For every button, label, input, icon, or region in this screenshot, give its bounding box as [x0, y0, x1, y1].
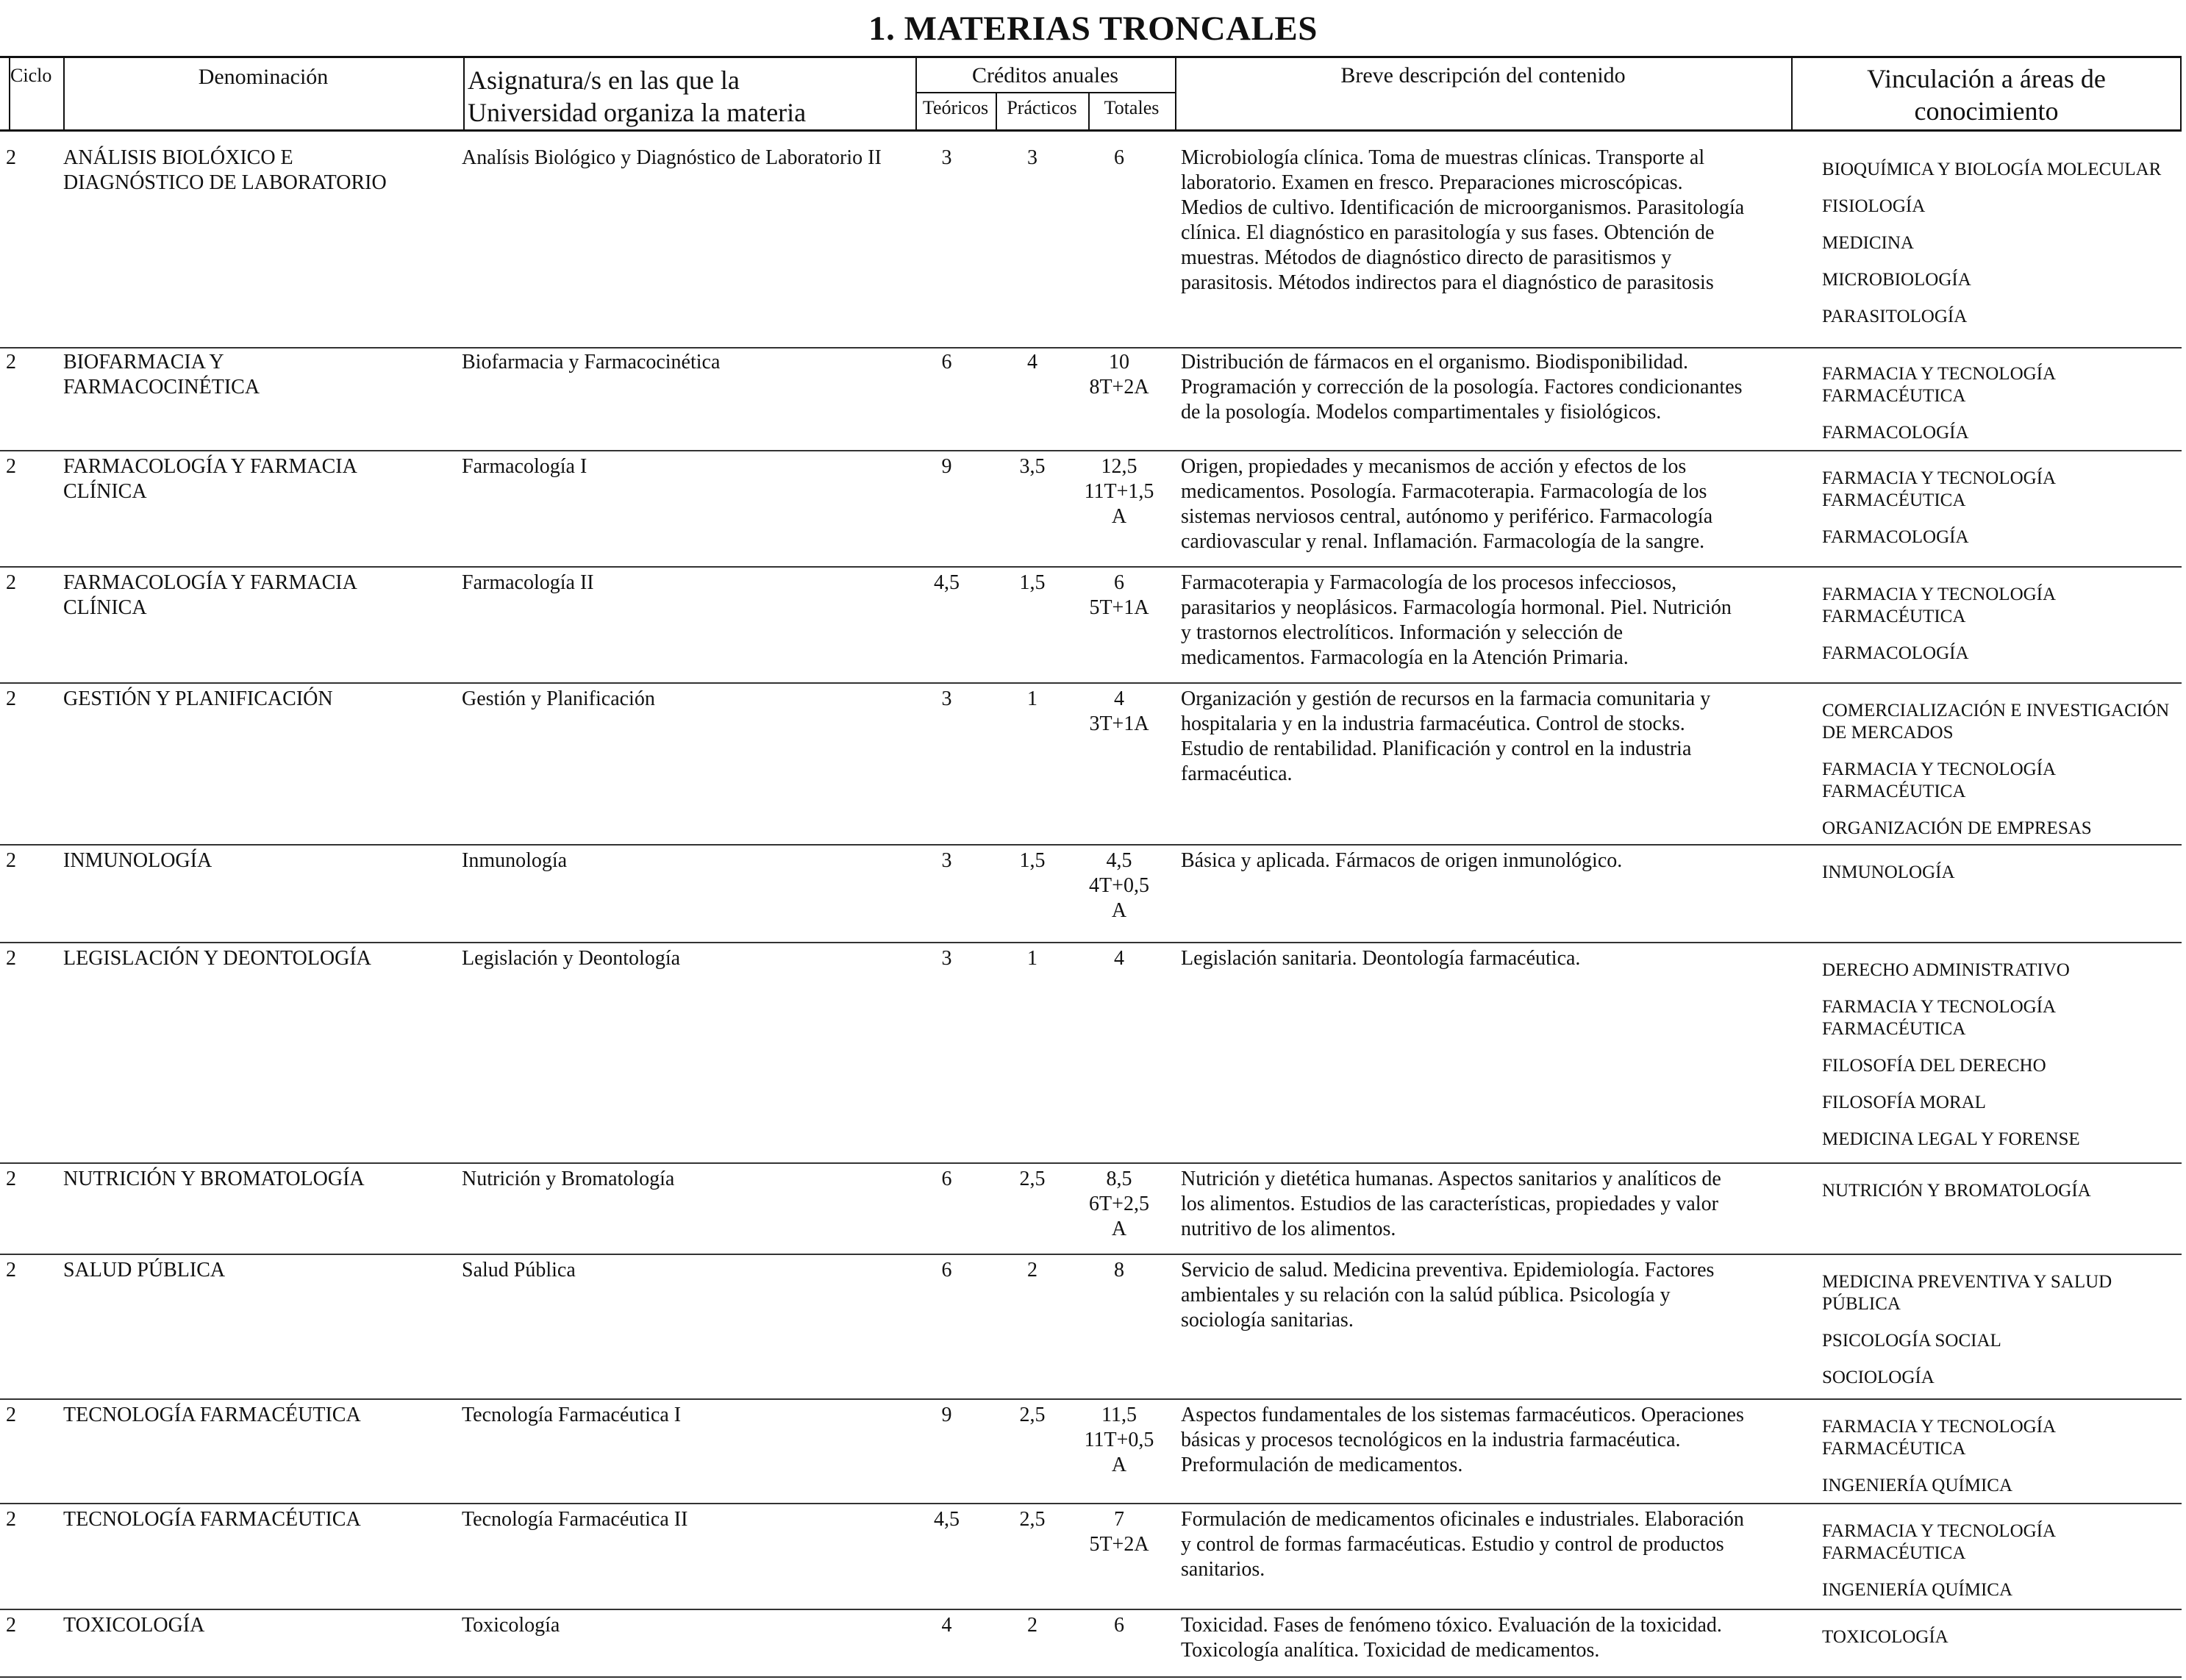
cell-practicos: 2 [1027, 1614, 1037, 1637]
area-item: FARMACIA Y TECNOLOGÍA FARMACÉUTICA [1822, 1521, 2055, 1563]
cell-ciclo: 2 [6, 1508, 16, 1531]
totales-line: A [1111, 899, 1127, 922]
cell-totales [1082, 146, 1156, 171]
area-item: FILOSOFÍA DEL DERECHO [1822, 1056, 2046, 1076]
area-item: MEDICINA PREVENTIVA Y SALUD PÚBLICA [1822, 1272, 2112, 1314]
cell-totales [1082, 946, 1156, 971]
header-bottom-rule [0, 129, 2182, 132]
cell-denominacion [63, 687, 460, 712]
descripcion-line: medicamentos. Farmacología en la Atención Primaria. [1181, 646, 1629, 669]
cell-descripcion [1181, 687, 1799, 787]
descripcion-line: sanitarios. [1181, 1558, 1265, 1581]
totales-line: 11T+1,5 [1084, 480, 1154, 503]
cell-asignatura: Tecnología Farmacéutica I [462, 1404, 682, 1426]
cell-denominacion [63, 1613, 460, 1638]
denominacion-line: INMUNOLOGÍA [63, 849, 212, 872]
cell-vinculacion [1822, 1180, 2182, 1217]
header-denominacion: Denominación [198, 65, 329, 89]
descripcion-line: Estudio de rentabilidad. Planificación y control en la industria [1181, 737, 1692, 760]
cell-denominacion [63, 1403, 460, 1428]
descripcion-line: ambientales y su relación con la salúd pública. Psicología y [1181, 1284, 1671, 1307]
area-item: DERECHO ADMINISTRATIVO [1822, 960, 2070, 980]
descripcion-line: Formulación de medicamentos oficinales e industriales. Elaboración [1181, 1508, 1744, 1531]
area-item: PARASITOLOGÍA [1822, 307, 1968, 326]
totales-line: 11T+0,5 [1084, 1429, 1154, 1451]
descripcion-line: Origen, propiedades y mecanismos de acción y efectos de los [1181, 455, 1687, 478]
area-item: FARMACIA Y TECNOLOGÍA FARMACÉUTICA [1822, 468, 2055, 510]
area-item: PSICOLOGÍA SOCIAL [1822, 1331, 2001, 1351]
descripcion-line: Toxicología analítica. Toxicidad de medicamentos. [1181, 1639, 1600, 1662]
table-row [0, 571, 2182, 682]
descripcion-line: básicas y procesos tecnológicos en la industria farmacéutica. [1181, 1429, 1681, 1451]
cell-practicos: 2,5 [1019, 1404, 1046, 1426]
area-item: BIOQUÍMICA Y BIOLOGÍA MOLECULAR [1822, 160, 2162, 179]
row-divider [0, 682, 2182, 684]
table-row [0, 350, 2182, 450]
row-divider [0, 1254, 2182, 1255]
cell-descripcion [1181, 146, 1799, 296]
cell-asignatura: Farmacología I [462, 455, 587, 478]
area-item: NUTRICIÓN Y BROMATOLOGÍA [1822, 1181, 2091, 1201]
totales-line: 4 [1114, 947, 1124, 970]
totales-line: 11,5 [1101, 1404, 1137, 1426]
page-title: 1. MATERIAS TRONCALES [868, 10, 1318, 48]
cell-asignatura: Analísis Biológico y Diagnóstico de Laboratorio II [462, 146, 882, 169]
descripcion-line: Nutrición y dietética humanas. Aspectos sanitarios y analíticos de [1181, 1168, 1721, 1190]
totales-line: A [1111, 1218, 1127, 1240]
cell-totales [1082, 1403, 1156, 1478]
descripcion-line: y control de formas farmacéuticas. Estudio y control de productos [1181, 1533, 1724, 1556]
cell-totales [1082, 571, 1156, 621]
cell-asignatura: Salud Pública [462, 1259, 576, 1282]
cell-ciclo: 2 [6, 1168, 16, 1190]
totales-line: 6T+2,5 [1089, 1193, 1149, 1215]
credits-divider [915, 92, 1175, 93]
descripcion-line: muestras. Métodos de diagnóstico directo de parasitismos y [1181, 246, 1672, 269]
cell-descripcion [1181, 1403, 1799, 1478]
cell-practicos: 1 [1027, 687, 1037, 710]
cell-asignatura: Legislación y Deontología [462, 947, 681, 970]
cell-descripcion [1181, 1613, 1799, 1663]
cell-asignatura: Gestión y Planificación [462, 687, 655, 710]
area-item: MEDICINA LEGAL Y FORENSE [1822, 1129, 2080, 1149]
cell-vinculacion [1822, 1416, 2182, 1512]
area-item: FARMACOLOGÍA [1822, 643, 1969, 663]
cell-ciclo: 2 [6, 455, 16, 478]
denominacion-line: DIAGNÓSTICO DE LABORATORIO [63, 171, 387, 194]
cell-vinculacion [1822, 862, 2182, 898]
denominacion-line: ANÁLISIS BIOLÓXICO E [63, 146, 293, 169]
cell-vinculacion [1822, 159, 2182, 343]
cell-practicos: 3,5 [1019, 455, 1046, 478]
totales-line: 6 [1114, 146, 1124, 169]
denominacion-line: GESTIÓN Y PLANIFICACIÓN [63, 687, 333, 710]
cell-descripcion [1181, 454, 1799, 554]
row-divider [0, 1609, 2182, 1610]
denominacion-line: FARMACOCINÉTICA [63, 376, 260, 398]
area-item: FARMACIA Y TECNOLOGÍA FARMACÉUTICA [1822, 997, 2055, 1039]
descripcion-line: Medios de cultivo. Identificación de microorganismos. Parasitología [1181, 196, 1745, 219]
denominacion-line: TOXICOLOGÍA [63, 1614, 205, 1637]
cell-totales [1082, 1507, 1156, 1557]
cell-denominacion [63, 1258, 460, 1283]
cell-ciclo: 2 [6, 947, 16, 970]
cell-teoricos: 6 [941, 1168, 952, 1190]
cell-ciclo: 2 [6, 571, 16, 594]
cell-descripcion [1181, 350, 1799, 425]
cell-ciclo: 2 [6, 1259, 16, 1282]
header-asignatura-line2: Universidad organiza la materia [468, 98, 807, 127]
area-item: FARMACIA Y TECNOLOGÍA FARMACÉUTICA [1822, 1417, 2055, 1459]
totales-line: 3T+1A [1089, 712, 1149, 735]
cell-vinculacion [1822, 959, 2182, 1165]
cell-practicos: 1,5 [1019, 571, 1046, 594]
cell-asignatura: Nutrición y Bromatología [462, 1168, 675, 1190]
cell-ciclo: 2 [6, 1404, 16, 1426]
descripcion-line: parasitarios y neoplásicos. Farmacología hormonal. Piel. Nutrición [1181, 596, 1732, 619]
header-vinculacion-line2: conocimiento [1914, 96, 2059, 126]
cell-vinculacion [1822, 700, 2182, 854]
cell-descripcion [1181, 1258, 1799, 1333]
table-row [0, 1403, 2182, 1503]
descripcion-line: Legislación sanitaria. Deontología farmacéutica. [1181, 947, 1581, 970]
totales-line: 7 [1114, 1508, 1124, 1531]
descripcion-line: cardiovascular y renal. Inflamación. Farmacología de la sangre. [1181, 530, 1705, 553]
totales-line: 8T+2A [1089, 376, 1149, 398]
denominacion-line: TECNOLOGÍA FARMACÉUTICA [63, 1404, 361, 1426]
row-divider [0, 1676, 2182, 1678]
cell-descripcion [1181, 848, 1799, 873]
area-item: FILOSOFÍA MORAL [1822, 1093, 1986, 1112]
cell-denominacion [63, 454, 460, 504]
table-row [0, 946, 2182, 1162]
cell-teoricos: 6 [941, 1259, 952, 1282]
area-item: COMERCIALIZACIÓN E INVESTIGACIÓN DE MERCADOS [1822, 701, 2170, 743]
descripcion-line: hospitalaria y en la industria farmacéutica. Control de stocks. [1181, 712, 1685, 735]
descripcion-line: los alimentos. Estudios de las características, propiedades y valor [1181, 1193, 1718, 1215]
cell-asignatura: Toxicología [462, 1614, 560, 1637]
descripcion-line: Farmacoterapia y Farmacología de los procesos infecciosos, [1181, 571, 1677, 594]
cell-vinculacion [1822, 1626, 2182, 1663]
descripcion-line: medicamentos. Posología. Farmacoterapia. Farmacología de los [1181, 480, 1707, 503]
cell-denominacion [63, 146, 460, 196]
area-item: TOXICOLOGÍA [1822, 1627, 1949, 1647]
area-item: INGENIERÍA QUÍMICA [1822, 1580, 2012, 1600]
area-item: MEDICINA [1822, 233, 1914, 253]
totales-line: 10 [1109, 351, 1129, 373]
denominacion-line: CLÍNICA [63, 596, 147, 619]
table-row [0, 454, 2182, 566]
cell-asignatura: Inmunología [462, 849, 568, 872]
row-divider [0, 1162, 2182, 1164]
totales-line: 8,5 [1106, 1168, 1132, 1190]
cell-vinculacion [1822, 468, 2182, 563]
cell-totales [1082, 1258, 1156, 1283]
cell-totales [1082, 1613, 1156, 1638]
cell-practicos: 4 [1027, 351, 1037, 373]
cell-teoricos: 9 [941, 455, 952, 478]
cell-descripcion [1181, 1507, 1799, 1582]
cell-denominacion [63, 946, 460, 971]
row-divider [0, 1503, 2182, 1504]
totales-line: A [1111, 505, 1127, 528]
cell-practicos: 2,5 [1019, 1168, 1046, 1190]
descripcion-line: Distribución de fármacos en el organismo. Biodisponibilidad. [1181, 351, 1689, 373]
cell-denominacion [63, 571, 460, 621]
row-divider [0, 347, 2182, 348]
cell-asignatura: Biofarmacia y Farmacocinética [462, 351, 721, 373]
cell-denominacion [63, 1167, 460, 1192]
area-item: FISIOLOGÍA [1822, 196, 1926, 216]
descripcion-line: de la posología. Modelos compartimentales y fisiológicos. [1181, 401, 1662, 423]
descripcion-line: nutritivo de los alimentos. [1181, 1218, 1396, 1240]
area-item: SOCIOLOGÍA [1822, 1368, 1935, 1387]
descripcion-line: Preformulación de medicamentos. [1181, 1454, 1463, 1476]
cell-descripcion [1181, 1167, 1799, 1242]
cell-totales [1082, 687, 1156, 737]
header-teoricos: Teóricos [922, 97, 989, 118]
denominacion-line: CLÍNICA [63, 480, 147, 503]
cell-teoricos: 9 [941, 1404, 952, 1426]
area-item: MICROBIOLOGÍA [1822, 270, 1971, 290]
cell-descripcion [1181, 571, 1799, 671]
denominacion-line: TECNOLOGÍA FARMACÉUTICA [63, 1508, 361, 1531]
table-row [0, 687, 2182, 844]
totales-line: 8 [1114, 1259, 1124, 1282]
denominacion-line: FARMACOLOGÍA Y FARMACIA [63, 455, 357, 478]
descripcion-line: Toxicidad. Fases de fenómeno tóxico. Evaluación de la toxicidad. [1181, 1614, 1722, 1637]
totales-line: 6 [1114, 571, 1124, 594]
denominacion-line: FARMACOLOGÍA Y FARMACIA [63, 571, 357, 594]
cell-asignatura: Tecnología Farmacéutica II [462, 1508, 688, 1531]
cell-denominacion [63, 1507, 460, 1532]
totales-line: 6 [1114, 1614, 1124, 1637]
descripcion-line: laboratorio. Examen en fresco. Preparaciones microscópicas. [1181, 171, 1683, 194]
cell-practicos: 3 [1027, 146, 1037, 169]
cell-teoricos: 4,5 [934, 1508, 960, 1531]
descripcion-line: farmacéutica. [1181, 762, 1293, 785]
area-item: INMUNOLOGÍA [1822, 862, 1955, 882]
cell-totales [1082, 848, 1156, 923]
row-divider [0, 1398, 2182, 1400]
cell-totales [1082, 350, 1156, 400]
area-item: FARMACIA Y TECNOLOGÍA FARMACÉUTICA [1822, 364, 2055, 406]
denominacion-line: BIOFARMACIA Y [63, 351, 224, 373]
cell-teoricos: 4,5 [934, 571, 960, 594]
cell-vinculacion [1822, 1271, 2182, 1404]
totales-line: 5T+1A [1089, 596, 1149, 619]
row-divider [0, 566, 2182, 568]
descripcion-line: y trastornos electrolíticos. Información y selección de [1181, 621, 1624, 644]
table-row [0, 1167, 2182, 1254]
header-descripcion: Breve descripción del contenido [1340, 63, 1626, 87]
descripcion-line: Servicio de salud. Medicina preventiva. Epidemiología. Factores [1181, 1259, 1715, 1282]
area-item: FARMACIA Y TECNOLOGÍA FARMACÉUTICA [1822, 759, 2055, 801]
header-asignatura-line1: Asignatura/s en las que la [468, 65, 740, 95]
cell-ciclo: 2 [6, 687, 16, 710]
descripcion-line: Programación y corrección de la posología. Factores condicionantes [1181, 376, 1743, 398]
header-totales: Totales [1104, 97, 1160, 118]
cell-teoricos: 6 [941, 351, 952, 373]
table-row [0, 848, 2182, 942]
descripcion-line: Microbiología clínica. Toma de muestras clínicas. Transporte al [1181, 146, 1705, 169]
descripcion-line: parasitosis. Métodos indirectos para el diagnóstico de parasitosis [1181, 271, 1714, 294]
cell-teoricos: 3 [941, 947, 952, 970]
denominacion-line: SALUD PÚBLICA [63, 1259, 226, 1282]
cell-totales [1082, 1167, 1156, 1242]
table-row [0, 1507, 2182, 1609]
descripcion-line: sociología sanitarias. [1181, 1309, 1354, 1332]
descripcion-line: Organización y gestión de recursos en la farmacia comunitaria y [1181, 687, 1711, 710]
cell-asignatura: Farmacología II [462, 571, 594, 594]
header-ciclo: Ciclo [10, 65, 52, 86]
header-creditos: Créditos anuales [971, 63, 1119, 87]
totales-line: 5T+2A [1089, 1533, 1149, 1556]
cell-teoricos: 3 [941, 687, 952, 710]
cell-denominacion [63, 848, 460, 873]
cell-teoricos: 3 [941, 146, 952, 169]
cell-denominacion [63, 350, 460, 400]
cell-teoricos: 3 [941, 849, 952, 872]
area-item: ORGANIZACIÓN DE EMPRESAS [1822, 818, 2092, 838]
totales-line: 12,5 [1101, 455, 1137, 478]
cell-practicos: 1,5 [1019, 849, 1046, 872]
row-divider [0, 450, 2182, 451]
cell-vinculacion [1822, 363, 2182, 459]
header-practicos: Prácticos [1007, 97, 1077, 118]
table-row [0, 1258, 2182, 1398]
cell-ciclo: 2 [6, 146, 16, 169]
denominacion-line: NUTRICIÓN Y BROMATOLOGÍA [63, 1168, 365, 1190]
cell-practicos: 1 [1027, 947, 1037, 970]
cell-vinculacion [1822, 584, 2182, 679]
cell-ciclo: 2 [6, 849, 16, 872]
area-item: FARMACIA Y TECNOLOGÍA FARMACÉUTICA [1822, 585, 2055, 626]
cell-practicos: 2,5 [1019, 1508, 1046, 1531]
table-row [0, 146, 2182, 347]
cell-practicos: 2 [1027, 1259, 1037, 1282]
descripcion-line: Básica y aplicada. Fármacos de origen inmunológico. [1181, 849, 1623, 872]
cell-totales [1082, 454, 1156, 529]
cell-ciclo: 2 [6, 351, 16, 373]
cell-descripcion [1181, 946, 1799, 971]
row-divider [0, 942, 2182, 943]
cell-teoricos: 4 [941, 1614, 952, 1637]
row-divider [0, 844, 2182, 846]
table-row [0, 1613, 2182, 1676]
descripcion-line: sistemas nerviosos central, autónomo y periférico. Farmacología [1181, 505, 1713, 528]
header-vinculacion-line1: Vinculación a áreas de [1867, 64, 2106, 93]
denominacion-line: LEGISLACIÓN Y DEONTOLOGÍA [63, 947, 371, 970]
descripcion-line: Aspectos fundamentales de los sistemas farmacéuticos. Operaciones [1181, 1404, 1744, 1426]
cell-ciclo: 2 [6, 1614, 16, 1637]
totales-line: 4T+0,5 [1089, 874, 1149, 897]
totales-line: A [1111, 1454, 1127, 1476]
area-item: INGENIERÍA QUÍMICA [1822, 1476, 2012, 1495]
area-item: FARMACOLOGÍA [1822, 527, 1969, 547]
area-item: FARMACOLOGÍA [1822, 423, 1969, 443]
totales-line: 4,5 [1106, 849, 1132, 872]
cell-vinculacion [1822, 1520, 2182, 1616]
descripcion-line: clínica. El diagnóstico en parasitología y sus fases. Obtención de [1181, 221, 1715, 244]
totales-line: 4 [1114, 687, 1124, 710]
